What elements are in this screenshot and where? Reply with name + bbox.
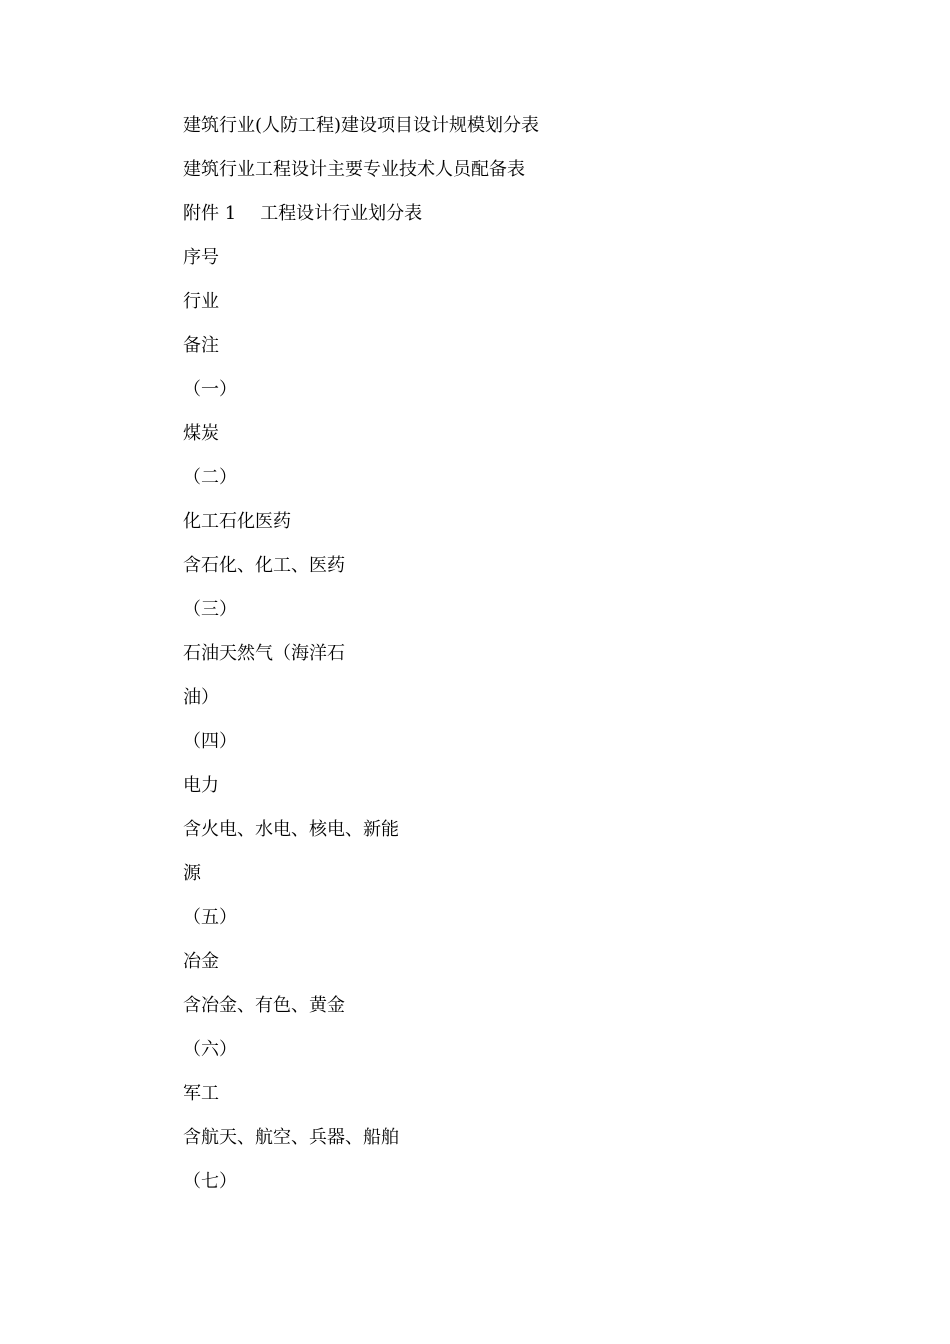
attachment-heading [183,201,883,245]
column-header-remarks: 备注 [183,335,219,356]
row-number-1: （一） [183,379,237,400]
row-industry-2: 化工石化医药 [183,511,291,532]
row-industry-3-part-2: 油） [183,687,219,708]
row-remarks-4-part-2: 源 [183,863,201,884]
row-number-2: （二） [183,467,237,488]
row-industry-5: 冶金 [183,951,219,972]
row-number-5: （五） [183,907,237,928]
attachment-title: 工程设计行业划分表 [260,203,423,224]
column-header-industry: 行业 [183,291,219,312]
title-line-staffing: 建筑行业工程设计主要专业技术人员配备表 [183,159,525,180]
row-industry-3-part-1: 石油天然气（海洋石 [183,643,345,664]
row-remarks-4-part-1: 含火电、水电、核电、新能 [183,819,399,840]
row-remarks-2: 含石化、化工、医药 [183,555,345,576]
row-number-3: （三） [183,599,237,620]
row-number-4: （四） [183,731,237,752]
row-remarks-5: 含冶金、有色、黄金 [183,995,345,1016]
row-number-7: （七） [183,1171,237,1192]
row-remarks-6: 含航天、航空、兵器、船舶 [183,1127,399,1148]
row-industry-4: 电力 [183,775,219,796]
row-industry-1: 煤炭 [183,423,219,444]
title-line-civil-defense: 建筑行业(人防工程)建设项目设计规模划分表 [183,115,540,136]
document-body [183,113,883,1213]
row-industry-6: 军工 [183,1083,219,1104]
column-header-number: 序号 [183,247,219,268]
attachment-label: 附件 1 [183,203,237,224]
row-number-6: （六） [183,1039,237,1060]
